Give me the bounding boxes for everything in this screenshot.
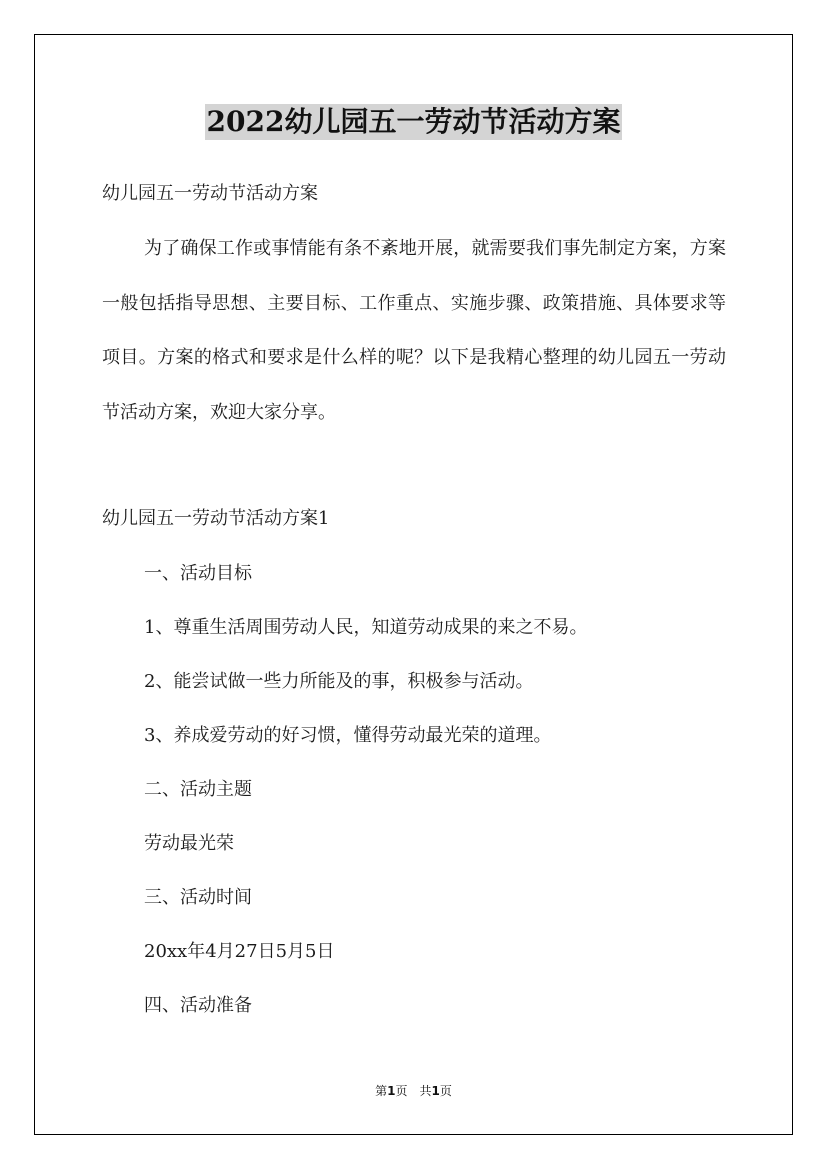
section-heading-preparation: 四、活动准备 [144, 995, 252, 1016]
intro-paragraph: 为了确保工作或事情能有条不紊地开展，就需要我们事先制定方案，方案一般包括指导思想、主要目标、工作重点、实施步骤、政策措施、具体要求等项目。方案的格式和要求是什么样的呢？以下是我精心整理的幼儿园五一劳动节活动方案，欢迎大家分享。 [102, 238, 726, 423]
footer-page-number: 1 [387, 1084, 396, 1098]
footer-total-prefix: 共 [419, 1084, 432, 1098]
footer-page-suffix: 页 [395, 1084, 408, 1098]
document-subtitle: 幼儿园五一劳动节活动方案 [102, 183, 318, 204]
document-title: 2022幼儿园五一劳动节活动方案 [206, 105, 621, 138]
footer-total-suffix: 页 [439, 1084, 452, 1098]
time-text: 20xx年4月27日5月5日 [144, 941, 335, 962]
section-heading-theme: 二、活动主题 [144, 779, 252, 800]
section-heading-time: 三、活动时间 [144, 887, 252, 908]
goal-item-1: 1、尊重生活周围劳动人民，知道劳动成果的来之不易。 [144, 617, 588, 638]
title-container [0, 104, 827, 140]
page-footer [0, 1083, 827, 1099]
plan-heading: 幼儿园五一劳动节活动方案1 [102, 508, 330, 529]
goal-item-2: 2、能尝试做一些力所能及的事，积极参与活动。 [144, 671, 534, 692]
section-heading-goals: 一、活动目标 [144, 563, 252, 584]
theme-text: 劳动最光荣 [144, 833, 234, 854]
footer-page-prefix: 第 [375, 1084, 388, 1098]
footer-total-number: 1 [431, 1084, 440, 1098]
goal-item-3: 3、养成爱劳动的好习惯，懂得劳动最光荣的道理。 [144, 725, 552, 746]
